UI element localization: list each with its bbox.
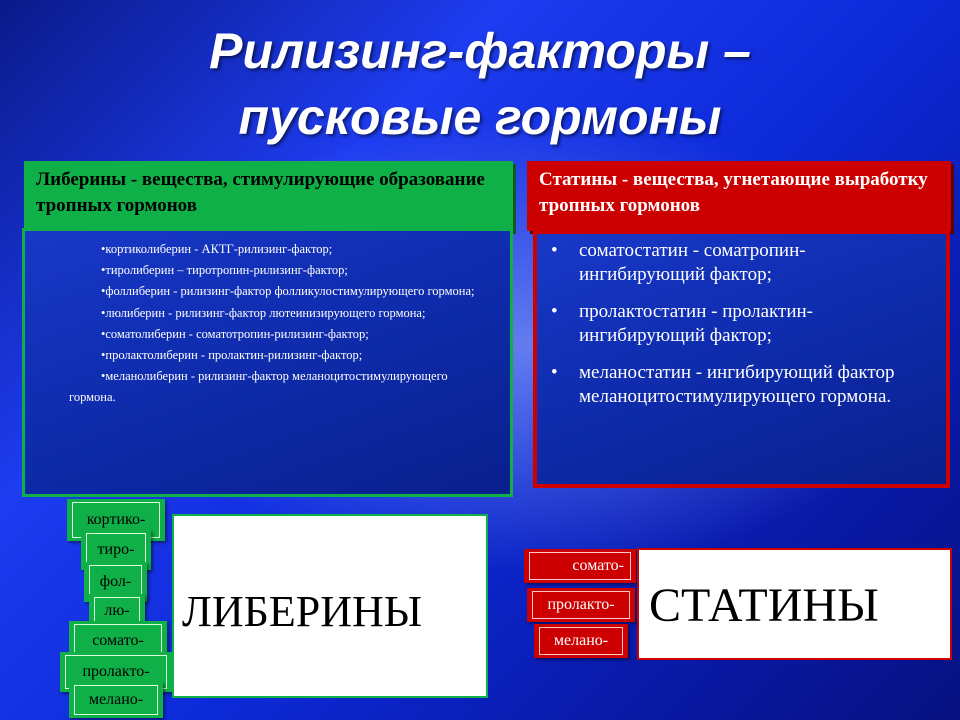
liberin-tag-prolakto: пролакто- <box>60 652 172 692</box>
title-line-1: Рилизинг-факторы – <box>209 23 751 79</box>
liberins-panel-label: ЛИБЕРИНЫ <box>182 587 423 636</box>
liberins-list <box>25 231 510 409</box>
liberin-item: •соматолиберин - соматотропин-рилизинг-фактор; <box>101 326 369 341</box>
statins-panel <box>637 548 952 660</box>
liberin-item: •люлиберин - рилизинг-фактор лютеинизирующего гормона; <box>101 305 426 320</box>
liberins-header: Либерины - вещества, стимулирующие образование тропных гормонов <box>24 161 513 231</box>
statin-item: • меланостатин - ингибирующий фактор меланоцитостимулирующего гормона. <box>579 361 930 409</box>
liberins-list-box <box>22 228 513 497</box>
liberin-tag-somato: сомато- <box>69 621 167 661</box>
liberin-item: •пролактолиберин - пролактин-рилизинг-фактор; <box>101 348 363 363</box>
liberin-item: •меланолиберин - рилизинг-фактор меланоцитостимулирующего гормона. <box>69 369 448 405</box>
statin-tag-melano: мелано- <box>534 624 628 658</box>
liberins-panel <box>172 514 488 698</box>
liberin-tag-fol: фол- <box>84 562 147 602</box>
slide-title <box>0 18 960 150</box>
statins-panel-label: СТАТИНЫ <box>649 579 879 632</box>
statin-item: • соматостатин - соматропин-ингибирующий фактор; <box>579 239 930 287</box>
statins-list-box <box>533 230 950 488</box>
liberin-item: •кортиколиберин - АКТГ-рилизинг-фактор; <box>101 242 333 256</box>
liberin-tag-kortiko: кортико- <box>67 499 165 541</box>
liberin-tag-tiro: тиро- <box>81 530 151 570</box>
statins-header: Статины - вещества, угнетающие выработку тропных гормонов <box>527 161 951 231</box>
liberin-tag-melano: мелано- <box>69 682 163 718</box>
statin-tag-prolakto: пролакто- <box>527 588 635 622</box>
statin-item: • пролактостатин - пролактин-ингибирующий фактор; <box>579 300 930 348</box>
liberin-item: •фоллиберин - рилизинг-фактор фолликулостимулирующего гормона; <box>101 284 475 299</box>
title-line-2: пусковые гормоны <box>238 89 722 145</box>
liberin-tag-lyu: лю- <box>89 594 145 628</box>
statin-tag-somato: сомато- <box>524 549 636 583</box>
statins-list <box>537 234 946 409</box>
liberin-item: •тиролиберин – тиротропин-рилизинг-фактор; <box>101 263 348 278</box>
